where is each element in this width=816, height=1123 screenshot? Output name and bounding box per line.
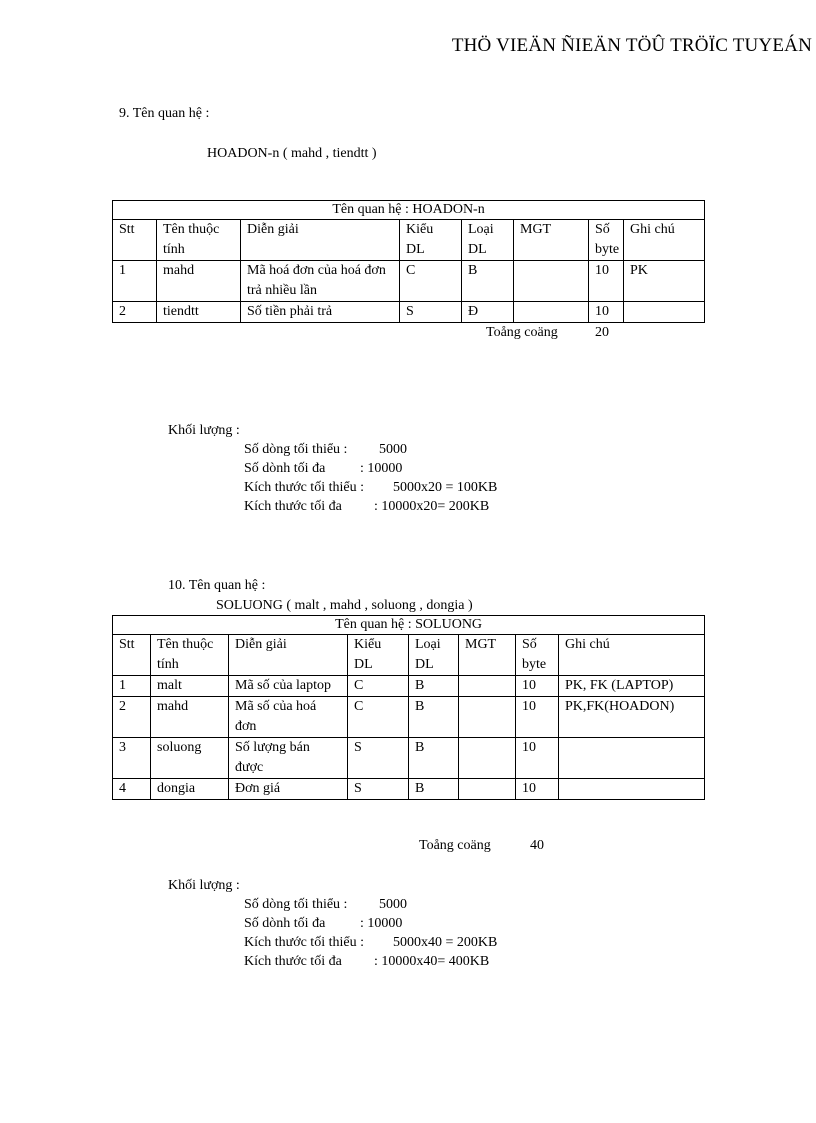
volume-max-rows-value: : 10000	[360, 916, 403, 931]
table-row	[113, 738, 705, 779]
volume-max-rows-label: Số dònh tối đa	[244, 916, 326, 931]
volume-title: Khối lượng :	[168, 878, 240, 893]
table-row	[113, 697, 705, 738]
section9-relation: HOADON-n ( mahd , tiendtt )	[207, 146, 377, 161]
table-cell: 10	[516, 779, 559, 800]
table-cell: dongia	[151, 779, 229, 800]
table-header-cell: Ghi chú	[624, 220, 705, 261]
table-cell	[459, 676, 516, 697]
volume-title: Khối lượng :	[168, 423, 240, 438]
volume-min-size-value: 5000x40 = 200KB	[393, 935, 498, 950]
section10-table	[112, 615, 705, 800]
table-total-value: 20	[595, 325, 609, 340]
table-cell	[559, 738, 705, 779]
table-cell: Số tiền phải trả	[241, 302, 400, 323]
volume-max-size-label: Kích thước tối đa	[244, 499, 342, 514]
table-header-cell: Loại DL	[462, 220, 514, 261]
table-cell	[459, 738, 516, 779]
table-header-cell: Tên thuộc tính	[157, 220, 241, 261]
table-row	[113, 676, 705, 697]
table-cell	[624, 302, 705, 323]
table-cell: 10	[589, 302, 624, 323]
table-cell: S	[348, 779, 409, 800]
table-total-label: Toång coäng	[486, 325, 558, 340]
table-cell: B	[462, 261, 514, 302]
table-cell: 1	[113, 676, 151, 697]
table-cell: Mã hoá đơn của hoá đơn trả nhiều lần	[241, 261, 400, 302]
table-header-cell: Diễn giải	[229, 635, 348, 676]
table-cell: S	[348, 738, 409, 779]
section9-table	[112, 200, 705, 323]
table-header-cell: MGT	[514, 220, 589, 261]
table-cell: B	[409, 676, 459, 697]
volume-max-size-value: : 10000x20= 200KB	[374, 499, 490, 514]
table-cell: 2	[113, 697, 151, 738]
table-header-cell: Số byte	[589, 220, 624, 261]
table-row	[113, 261, 705, 302]
table-cell	[559, 779, 705, 800]
table-cell: 10	[589, 261, 624, 302]
table-header-row	[113, 635, 705, 676]
table-row	[113, 302, 705, 323]
table-cell	[514, 302, 589, 323]
table-cell: 2	[113, 302, 157, 323]
volume-min-rows-value: 5000	[379, 897, 407, 912]
table-cell: B	[409, 697, 459, 738]
table-cell: 10	[516, 738, 559, 779]
table-cell	[459, 779, 516, 800]
table-cell: 4	[113, 779, 151, 800]
page-header-title: THÖ VIEÄN ÑIEÄN TÖÛ TRÖÏC TUYEÁN	[451, 35, 812, 56]
table-total-value: 40	[530, 838, 544, 853]
volume-max-rows-label: Số dònh tối đa	[244, 461, 326, 476]
table-caption: Tên quan hệ : HOADON-n	[113, 201, 705, 220]
table-cell: PK, FK (LAPTOP)	[559, 676, 705, 697]
table-cell: C	[348, 697, 409, 738]
table-header-cell: Ghi chú	[559, 635, 705, 676]
table-cell: Đ	[462, 302, 514, 323]
volume-min-size-label: Kích thước tối thiểu :	[244, 480, 364, 495]
volume-min-rows-label: Số dòng tối thiểu :	[244, 897, 348, 912]
table-cell: C	[348, 676, 409, 697]
volume-min-rows-label: Số dòng tối thiểu :	[244, 442, 348, 457]
table-cell: 3	[113, 738, 151, 779]
table-cell: malt	[151, 676, 229, 697]
table-cell: PK	[624, 261, 705, 302]
table-row	[113, 779, 705, 800]
table-cell: mahd	[151, 697, 229, 738]
table-cell: tiendtt	[157, 302, 241, 323]
table-cell: S	[400, 302, 462, 323]
volume-min-rows-value: 5000	[379, 442, 407, 457]
table-cell: Mã số của hoá đơn	[229, 697, 348, 738]
table-cell: B	[409, 779, 459, 800]
table-cell: soluong	[151, 738, 229, 779]
table-caption-row	[113, 201, 705, 220]
volume-min-size-label: Kích thước tối thiểu :	[244, 935, 364, 950]
table-header-cell: Stt	[113, 220, 157, 261]
table-caption-row	[113, 616, 705, 635]
table-cell	[514, 261, 589, 302]
table-cell: 10	[516, 697, 559, 738]
volume-max-rows-value: : 10000	[360, 461, 403, 476]
section10-heading: 10. Tên quan hệ :	[168, 578, 266, 593]
table-header-cell: Diễn giải	[241, 220, 400, 261]
volume-min-size-value: 5000x20 = 100KB	[393, 480, 498, 495]
table-cell: PK,FK(HOADON)	[559, 697, 705, 738]
volume-max-size-label: Kích thước tối đa	[244, 954, 342, 969]
table-header-cell: Tên thuộc tính	[151, 635, 229, 676]
table-cell: Mã số của laptop	[229, 676, 348, 697]
table-cell: B	[409, 738, 459, 779]
volume-max-size-value: : 10000x40= 400KB	[374, 954, 490, 969]
table-header-cell: Stt	[113, 635, 151, 676]
table-header-cell: Kiểu DL	[348, 635, 409, 676]
section9-heading: 9. Tên quan hệ :	[119, 106, 210, 121]
table-header-cell: MGT	[459, 635, 516, 676]
table-total-label: Toång coäng	[419, 838, 491, 853]
table-caption: Tên quan hệ : SOLUONG	[113, 616, 705, 635]
table-header-cell: Số byte	[516, 635, 559, 676]
table-cell: C	[400, 261, 462, 302]
table-cell: Số lượng bán được	[229, 738, 348, 779]
table-cell: 10	[516, 676, 559, 697]
section10-relation: SOLUONG ( malt , mahd , soluong , dongia )	[216, 598, 473, 613]
table-cell: 1	[113, 261, 157, 302]
table-header-cell: Kiểu DL	[400, 220, 462, 261]
table-cell: mahd	[157, 261, 241, 302]
table-header-cell: Loại DL	[409, 635, 459, 676]
table-cell	[459, 697, 516, 738]
table-header-row	[113, 220, 705, 261]
table-cell: Đơn giá	[229, 779, 348, 800]
